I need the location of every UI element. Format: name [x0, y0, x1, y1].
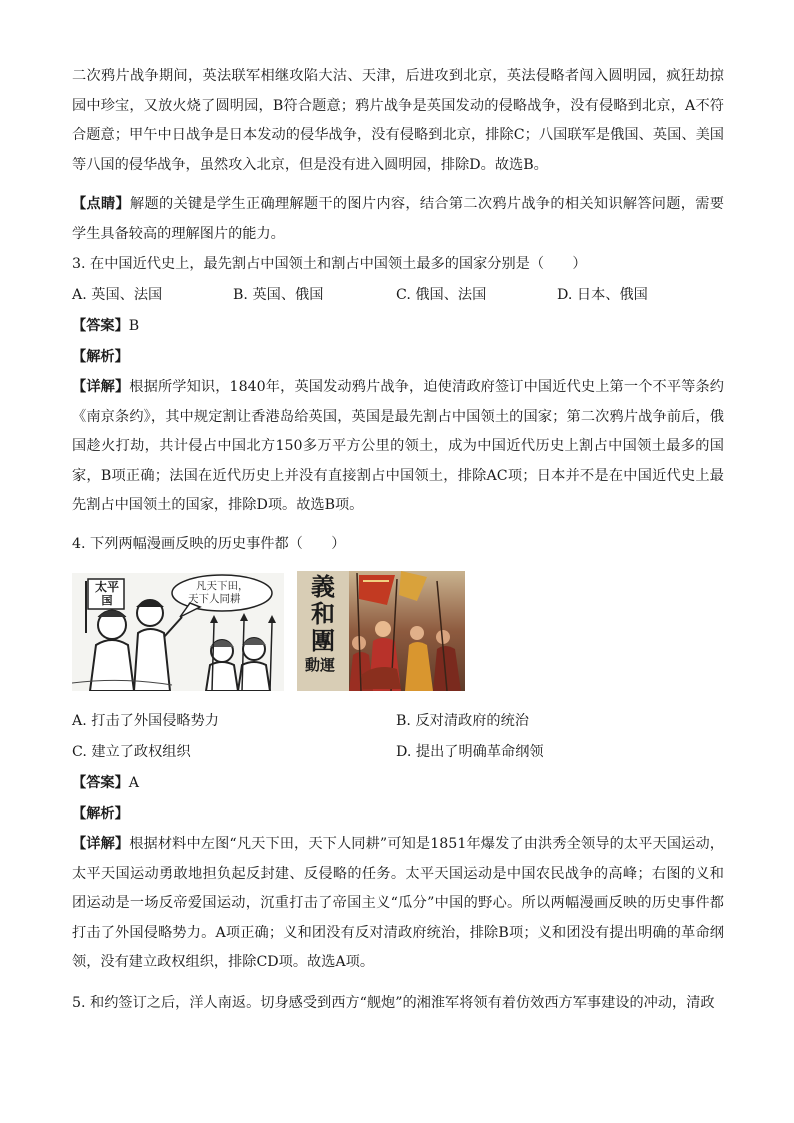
boxer-title-char-2: 和 — [311, 599, 335, 628]
speech-bubble-line-2: 天下人同耕 — [188, 593, 241, 605]
q5-stem: 5. 和约签订之后，洋人南返。切身感受到西方“舰炮”的湘淮军将领有着仿效西方军事建设的冲动，清政 — [72, 995, 715, 1011]
q3-option-b: B. 英国、俄国 — [233, 287, 324, 303]
q4-detail-text: 根据材料中左图“凡天下田，天下人同耕”可知是1851年爆发了由洪秀全领导的太平天国运动，太平天国运动勇敢地担负起反封建、反侵略的任务。太平天国运动是中国农民战争的高峰；右图的义和团运动是一场反帝爱国运动，沉重打击了帝国主义“瓜分”中国的野心。所以两幅漫画反映的历史事件都打击了外国侵略势力。A项正确；义和团没有反对清政府统治，排除B项；义和团没有提出明确的革命纲领，没有建立政权组织，排除CD项。故选A项。 — [72, 836, 724, 970]
boxer-subtitle-char-1: 動 — [305, 656, 321, 674]
q3-answer — [72, 316, 139, 336]
q3-answer-value: B — [128, 318, 140, 334]
q4-option-c: C. 建立了政权组织 — [72, 744, 191, 760]
q3-option-c: C. 俄国、法国 — [396, 287, 487, 303]
boxer-title — [299, 573, 347, 654]
taiping-sign-text: 太平 — [94, 580, 119, 594]
q3-stem: 3. 在中国近代史上，最先割占中国领土和割占中国领土最多的国家分别是（ ） — [72, 256, 587, 272]
taiping-cartoon-image — [72, 573, 284, 691]
q4-analysis-tag — [72, 804, 129, 824]
q4-answer — [72, 773, 139, 793]
q3-detail-text: 根据所学知识，1840年，英国发动鸦片战争，迫使清政府签订中国近代史上第一个不平等条约《南京条约》，其中规定割让香港岛给英国，英国是最先割占中国领土的国家；第二次鸦片战争前后，俄国趁火打劫，共计侵占中国北方150多万平方公里的领土，成为中国近代历史上割占中国领土最多的国家，B项正确；法国在近代历史上并没有直接割占中国领土，排除AC项；日本并不是在中国近代史上最先割占中国领土的国家，排除D项。故选B项。 — [72, 379, 724, 513]
q4-option-d: D. 提出了明确革命纲领 — [396, 744, 544, 760]
q3-option-a: A. 英国、法国 — [72, 287, 163, 303]
q4-detail — [72, 830, 724, 978]
boxer-subtitle — [305, 657, 335, 673]
intro-paragraph: 二次鸦片战争期间，英法联军相继攻陷大沽、天津，后进攻到北京，英法侵略者闯入圆明园，疯狂劫掠园中珍宝，又放火烧了圆明园，B符合题意；鸦片战争是英国发动的侵略战争，没有侵略到北京，A不符合题意；甲午中日战争是日本发动的侵华战争，没有侵略到北京，排除C；八国联军是俄国、英国、美国等八国的侵华战争，虽然攻入北京，但是没有进入圆明园，排除D。故选B。 — [72, 68, 724, 173]
q3-analysis-label: 【解析】 — [72, 349, 129, 365]
comment-text: 解题的关键是学生正确理解题干的图片内容，结合第二次鸦片战争的相关知识解答问题，需要学生具备较高的理解图片的能力。 — [72, 196, 724, 242]
q3-option-d: D. 日本、俄国 — [557, 287, 648, 303]
taiping-sign-text-2: 国 — [101, 594, 113, 607]
boxer-title-char-3: 團 — [311, 626, 335, 655]
q4-answer-tag: 【答案】 — [72, 775, 129, 791]
q3-detail — [72, 373, 724, 521]
boxer-movement-image — [297, 571, 465, 691]
boxer-subtitle-char-2: 運 — [320, 656, 336, 674]
q4-analysis-label: 【解析】 — [72, 806, 129, 822]
q3-analysis-tag — [72, 347, 129, 367]
comment-paragraph — [72, 190, 724, 249]
comment-tag: 【点睛】 — [72, 196, 130, 212]
q4-option-a: A. 打击了外国侵略势力 — [72, 713, 219, 729]
q4-answer-value: A — [128, 775, 140, 791]
q4-option-b: B. 反对清政府的统治 — [396, 713, 529, 729]
boxer-title-char-1: 義 — [311, 572, 335, 601]
q4-detail-tag: 【详解】 — [72, 836, 130, 852]
q4-stem: 4. 下列两幅漫画反映的历史事件都（ ） — [72, 536, 346, 552]
q3-answer-tag: 【答案】 — [72, 318, 129, 334]
q3-detail-tag: 【详解】 — [72, 379, 130, 395]
speech-bubble-line-1: 凡天下田， — [196, 580, 249, 592]
